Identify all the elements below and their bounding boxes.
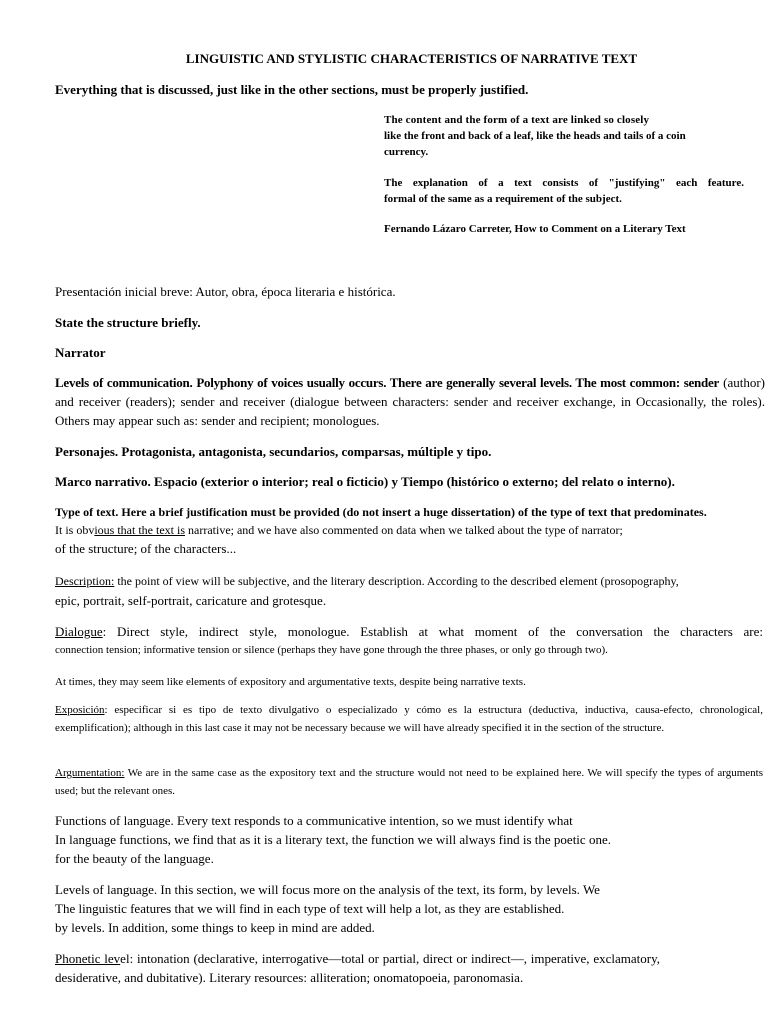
levels-of-communication-text: (author) and receiver (readers); sender and receiver (dialogue between characters: sender and receiver exchange, in Occasionally, the roles). Others may appear such as: sender and recipient; monologues. <box>55 375 765 428</box>
phonetic-text: : intonation (declarative, interrogative—total or partial, direct or indirect—, imperative, exclamatory, desiderative, and dubitative). Literary resources: alliteration; onomatopoeia, paronomasia. <box>55 951 660 985</box>
language-functions-line: In language functions, we find that as it is a literary text, the function we will always find is the poetic one. <box>55 832 611 847</box>
description-line-2: epic, portrait, self-portrait, caricature and grotesque. <box>55 593 327 608</box>
at-times-paragraph: At times, they may seem like elements of expository and argumentative texts, despite being narrative texts. <box>55 676 526 688</box>
dialogue-paragraph <box>55 622 763 660</box>
language-levels-paragraph <box>55 880 763 937</box>
epigraph-line: The explanation of a text consists of "justifying" each feature. <box>384 177 744 189</box>
exposition-paragraph <box>55 701 763 737</box>
phonetic-label-rest: el <box>120 951 130 966</box>
language-levels-line: by levels. In addition, some things to keep in mind are added. <box>55 920 375 935</box>
phonetic-level-paragraph <box>55 949 660 987</box>
language-levels-line: Levels of language. In this section, we will focus more on the analysis of the text, its form, by levels. We <box>55 882 600 897</box>
language-functions-line: Functions of language. Every text responds to a communicative intention, so we must identify what <box>55 813 573 828</box>
dialogue-line-1 <box>55 622 763 641</box>
exposition-text: : especificar si es tipo de texto divulgativo o especializado y cómo es la estructura (deductiva, inductiva, causa-efecto, chronological, exemplification); although in this last case it may not be necessary because we will have already specified it in the section of the structure. <box>55 704 763 734</box>
text-type-underlined: ious that the text is <box>94 523 185 537</box>
epigraph-line: like the front and back of a leaf, like the heads and tails of a coin <box>384 130 686 142</box>
text-type-paragraph <box>55 503 763 558</box>
epigraph-attribution: Fernando Lázaro Carreter, How to Comment on a Literary Text <box>384 223 686 235</box>
dialogue-line-2: connection tension; informative tension or silence (perhaps they have gone through the three phases, or only go through two). <box>55 644 608 656</box>
text-type-lead: Type of text. Here a brief justification must be provided (do not insert a huge dissertation) of the type of text that predominates. <box>55 505 707 519</box>
document-title: LINGUISTIC AND STYLISTIC CHARACTERISTICS OF NARRATIVE TEXT <box>185 51 638 66</box>
dialogue-text: : Direct style, indirect style, monologue. Establish at what moment of the conversation the characters are: <box>102 624 763 639</box>
argumentation-text: We are in the same case as the expository text and the structure would not need to be explained here. We will specify the types of arguments used; but the relevant ones. <box>55 767 763 797</box>
epigraph-line: The content and the form of a text are linked so closely <box>384 114 650 126</box>
epigraph-line: currency. <box>384 146 429 158</box>
epigraph-quote-2 <box>384 175 744 207</box>
narrator-heading: Narrator <box>55 345 106 360</box>
description-line-1 <box>55 572 763 591</box>
phonetic-label: Phonetic lev <box>55 951 121 966</box>
text-type-line-end: narrative; and we have also commented on data when we talked about the type of narrator; <box>185 523 623 537</box>
description-label: Description: <box>55 574 115 588</box>
text-type-line-start: It is obv <box>55 523 95 537</box>
argumentation-paragraph <box>55 764 763 800</box>
lead-statement: Everything that is discussed, just like in the other sections, must be properly justified. <box>55 82 529 97</box>
characters-heading: Personajes. Protagonista, antagonista, secundarios, comparsas, múltiple y tipo. <box>55 444 492 459</box>
levels-of-communication-paragraph <box>55 373 765 430</box>
narrative-frame-heading: Marco narrativo. Espacio (exterior o interior; real o ficticio) y Tiempo (histórico o externo; del relato o interno). <box>55 474 675 489</box>
levels-of-communication-lead: Levels of communication. Polyphony of voices usually occurs. There are generally several levels. The most common: sender <box>55 375 720 390</box>
text-type-line <box>55 521 763 539</box>
epigraph-quote-1 <box>384 112 744 160</box>
description-text: the point of view will be subjective, and the literary description. According to the described element (prosopography, <box>114 574 679 588</box>
argumentation-label: Argumentation: <box>55 767 125 779</box>
language-functions-line: for the beauty of the language. <box>55 851 214 866</box>
epigraph-line: formal of the same as a requirement of the subject. <box>384 193 622 205</box>
language-levels-line: The linguistic features that we will find in each type of text will help a lot, as they are established. <box>55 901 565 916</box>
language-functions-paragraph <box>55 811 763 868</box>
exposition-label: Exposición <box>55 704 105 716</box>
text-type-line-3: of the structure; of the characters... <box>55 541 237 556</box>
structure-heading: State the structure briefly. <box>55 315 201 330</box>
dialogue-label: Dialogue <box>55 624 103 639</box>
description-paragraph <box>55 572 763 610</box>
presentation-paragraph: Presentación inicial breve: Autor, obra, época literaria e histórica. <box>55 284 396 299</box>
